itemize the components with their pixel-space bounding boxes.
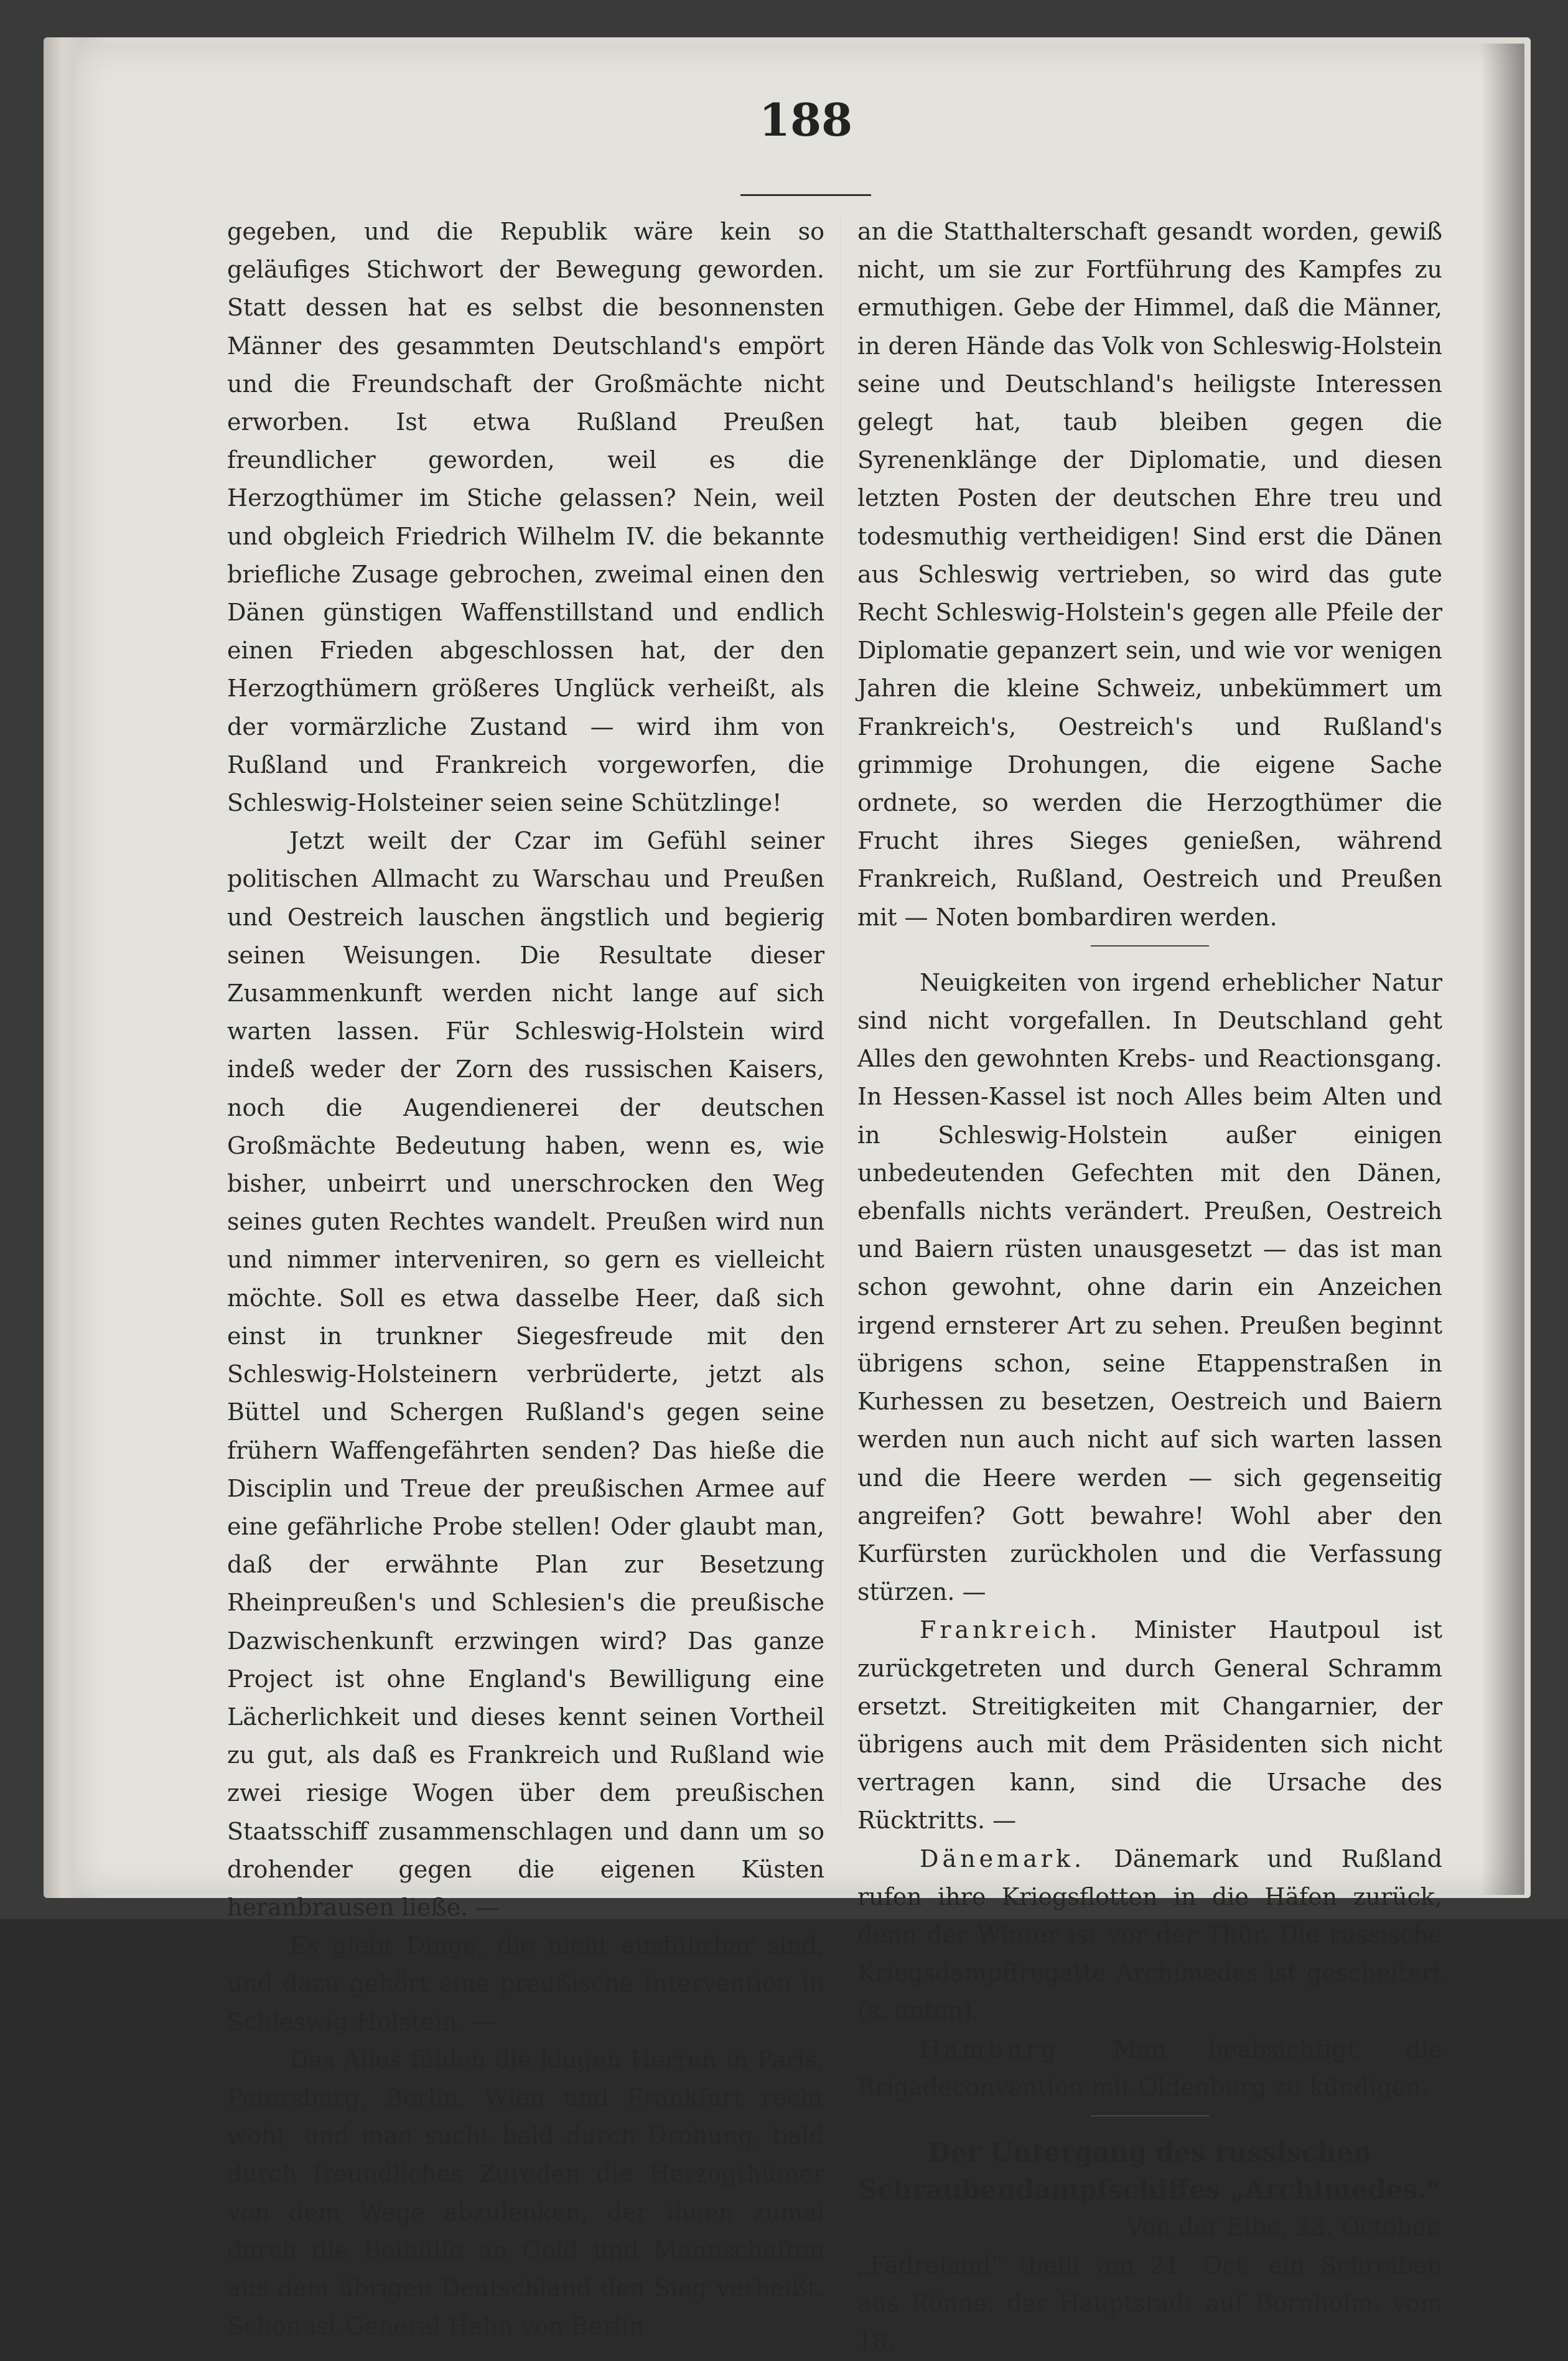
left-paragraph-3: Es giebt Dinge, die nicht ausführbar sind, und dazu gehört eine preußische Intervention in Schleswig-Holstein. — — [227, 1932, 824, 2036]
article-title — [857, 2134, 1442, 2209]
section-divider — [1091, 945, 1209, 947]
france-text: Minister Hautpoul ist zurückgetreten und durch General Schramm ersetzt. Streitigkeiten mit Changarnier, der übrigens auch mit dem Präsidenten sich nicht vertragen kann, sind die Ursache des Rücktritts. — — [857, 1616, 1442, 1835]
denmark-text: Dänemark und Rußland rufen ihre Kriegsflotten in die Häfen zurück, denn der Winter ist vor der Thür. Die russische Kriegsdampffregatte Archimedes ist gescheitert (s. unten). — [857, 1844, 1442, 2025]
page-number: 188 — [758, 93, 853, 146]
right-paragraph-france — [857, 1611, 1442, 1840]
article-dateline: Von der Elbe, 23. October. — [1126, 2213, 1442, 2241]
column-divider — [840, 215, 841, 1814]
article-title-line-2: Schraubendampfschiffes „Archimedes.“ — [858, 2174, 1442, 2205]
binding-shadow — [1481, 44, 1524, 1895]
hamburg-label: Hamburg. — [920, 2035, 1071, 2063]
left-paragraph-1: gegeben, und die Republik wäre kein so geläufiges Stichwort der Bewegung geworden. Statt dessen hat es selbst die besonnensten Männer des gesammten Deutschland's empört und die Freundschaft der Großmächte nicht erworben. Ist etwa Rußland Preußen freundlicher geworden, weil es die Herzogthümer im Stiche gelassen? Nein, weil und obgleich Friedrich Wilhelm IV. die bekannte briefliche Zusage gebrochen, zweimal einen den Dänen günstigen Waffenstillstand und endlich einen Frieden abgeschlossen hat, der den Herzogthümern größeres Unglück verheißt, als der vormärzliche Zustand — wird ihm von Rußland und Frankreich vorgeworfen, die Schleswig-Holsteiner seien seine Schützlinge! — [227, 218, 824, 817]
right-paragraph-news: Neuigkeiten von irgend erheblicher Natur sind nicht vorgefallen. In Deutschland geht Alles den gewohnten Krebs- und Reactionsgang. In Hessen-Kassel ist noch Alles beim Alten und in Schleswig-Holstein außer einigen unbedeutenden Gefechten mit den Dänen, ebenfalls nichts verändert. Preußen, Oestreich und Baiern rüsten unausgesetzt — das ist man schon gewohnt, ohne darin ein Anzeichen irgend ernsterer Art zu sehen. Preußen beginnt übrigens schon, seine Etappenstraßen in Kurhessen zu besetzen, Oestreich und Baiern werden nun auch nicht auf sich warten lassen und die Heere werden — sich gegenseitig angreifen? Gott bewahre! Wohl aber den Kurfürsten zurückholen und die Verfassung stürzen. — — [857, 968, 1442, 1606]
left-paragraph-4: Das Alles fühlen die klugen Herren in Paris, Petersburg, Berlin, Wien und Frankfurt recht wohl, und man sucht bald durch Drohung, bald durch freundliches Zureden die Herzogthümer von dem Wege abzulenken, der ihnen zumal durch die Beihülfe an Geld und Mannschaften aus dem übrigen Deutschland den Sieg verheißt. Schon ist General Hahn von Berlin — [227, 2045, 824, 2340]
france-label: Frankreich. — [920, 1616, 1101, 1644]
right-paragraph-denmark — [857, 1840, 1442, 2031]
right-column — [857, 213, 1442, 2361]
right-paragraph-1: an die Statthalterschaft gesandt worden, gewiß nicht, um sie zur Fortführung des Kampfes zu ermuthigen. Gebe der Himmel, daß die Männer, in deren Hände das Volk von Schleswig-Holstein seine und Deutschland's heiligste Interessen gelegt hat, taub bleiben gegen die Syrenenklänge der Diplomatie, und diesen letzten Posten der deutschen Ehre treu und todesmuthig vertheidigen! Sind erst die Dänen aus Schleswig vertrieben, so wird das gute Recht Schleswig-Holstein's gegen alle Pfeile der Diplomatie gepanzert sein, und wie vor wenigen Jahren die kleine Schweiz, unbekümmert um Frankreich's, Oestreich's und Rußland's grimmige Drohungen, die eigene Sache ordnete, so werden die Herzogthümer die Frucht ihres Sieges genießen, während Frankreich, Rußland, Oestreich und Preußen mit — Noten bombardiren werden. — [857, 218, 1442, 931]
left-column — [227, 213, 824, 2345]
right-paragraph-hamburg — [857, 2031, 1442, 2106]
left-paragraph-2: Jetzt weilt der Czar im Gefühl seiner politischen Allmacht zu Warschau und Preußen und Oestreich lauschen ängstlich und begierig seinen Weisungen. Die Resultate dieser Zusammenkunft werden nicht lange auf sich warten lassen. Für Schleswig-Holstein wird indeß weder der Zorn des russischen Kaisers, noch die Augendienerei der deutschen Großmächte Bedeutung haben, wenn es, wie bisher, unbeirrt und unerschrocken den Weg seines guten Rechtes wandelt. Preußen wird nun und nimmer interveniren, so gern es vielleicht möchte. Soll es etwa dasselbe Heer, daß sich einst in trunkner Siegesfreude mit den Schleswig-Holsteinern verbrüderte, jetzt als Büttel und Schergen Rußland's gegen seine frühern Waffengefährten senden? Das hieße die Disciplin und Treue der preußischen Armee auf eine gefährliche Probe stellen! Oder glaubt man, daß der erwähnte Plan zur Besetzung Rheinpreußen's und Schlesien's die preußische Dazwischenkunft erzwingen wird? Das ganze Project ist ohne England's Bewilligung eine Lächerlichkeit und dieses kennt seinen Vortheil zu gut, als daß es Frankreich und Rußland wie zwei riesige Wogen über dem preußischen Staatsschiff zusammenschlagen und dann um so drohender gegen die eigenen Küsten heranbrausen ließe. — — [227, 827, 824, 1921]
article-title-line-1: Der Untergang des russischen — [928, 2136, 1372, 2167]
article-divider — [1091, 2115, 1209, 2116]
denmark-label: Dänemark. — [920, 1844, 1086, 1872]
hamburg-text: Man beabsichtigt, die Brigadeconvention mit Oldenburg zu kündigen. — [857, 2035, 1442, 2101]
header-rule — [740, 194, 871, 196]
article-paragraph-1: „Fädreland“ theilt am 21. Oct. ein Schreiben aus Rönne, der Hauptstadt auf Bornholm, vom 18. — [857, 2251, 1442, 2355]
